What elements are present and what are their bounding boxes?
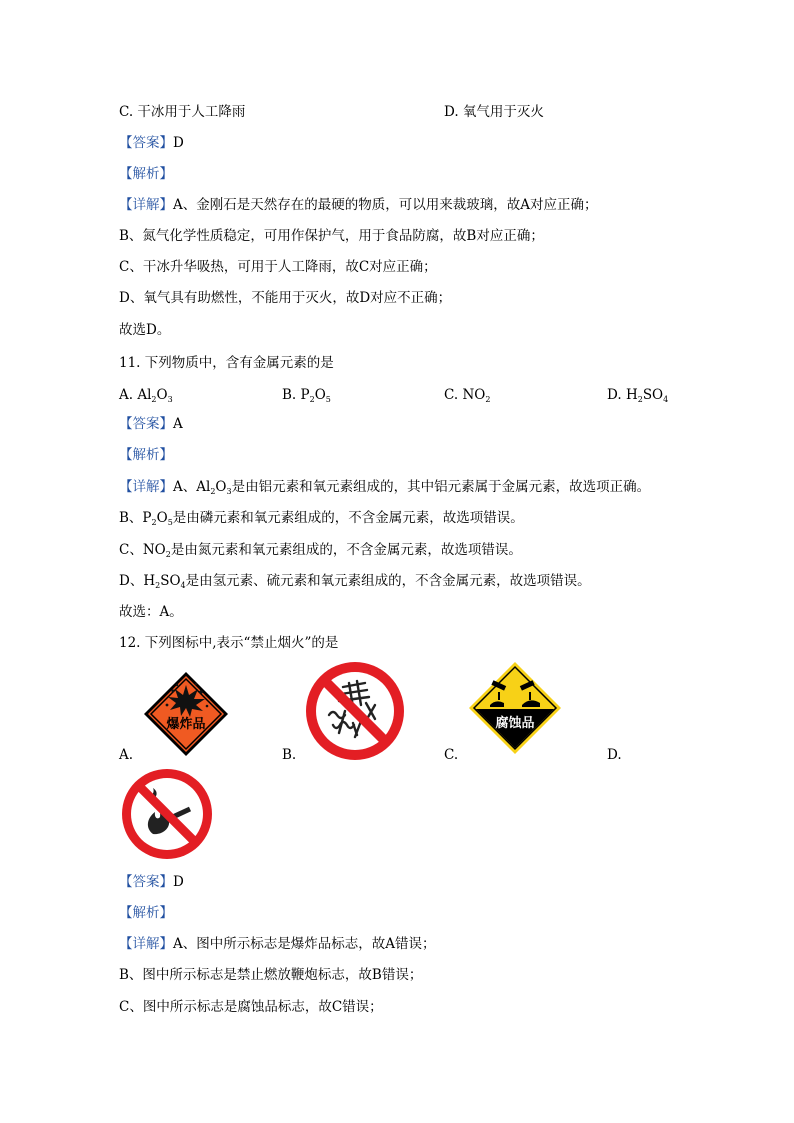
q10-detail-a: 【详解】A、金刚石是天然存在的最硬的物质，可以用来裁玻璃，故A对应正确； [119, 197, 598, 213]
q11-detail-d: D、$H_2SO_4$是由氢元素、硫元素和氧元素组成的，不含金属元素，故选项错误。 [119, 573, 591, 590]
q11-option-d: D. $H_2SO_4$ [607, 387, 669, 404]
no-fire-sign-icon[interactable] [121, 768, 213, 860]
q12-detail-c: C、图中所示标志是腐蚀品标志，故C错误； [119, 999, 383, 1015]
corrosive-sign-label: 腐蚀品 [495, 716, 535, 731]
q11-conclusion: 故选：A。 [119, 604, 183, 620]
q11-option-c: C. $NO_2$ [444, 387, 491, 404]
q11-option-b: B. $P_2O_5$ [282, 387, 331, 404]
answer-value: D [173, 135, 184, 151]
q11-stem: 11. 下列物质中，含有金属元素的是 [119, 355, 334, 371]
explosive-sign-icon[interactable] [143, 671, 229, 757]
q10-conclusion: 故选D。 [119, 322, 171, 338]
q12-option-c: C. [444, 747, 459, 763]
q11-analysis-tag: 【解析】 [119, 447, 173, 463]
q12-stem: 12. 下列图标中,表示“禁止烟火”的是 [119, 635, 339, 651]
q12-option-d: D. [607, 747, 622, 763]
q11-option-a: A. $Al_2O_3$ [119, 387, 173, 404]
q10-detail-c: C、干冰升华吸热，可用于人工降雨，故C对应正确； [119, 259, 437, 275]
q10-detail-d: D、氧气具有助燃性，不能用于灭火，故D对应不正确； [119, 290, 452, 306]
q11-answer: 【答案】A [119, 416, 183, 432]
q12-option-b: B. [282, 747, 297, 763]
q10-analysis-tag: 【解析】 [119, 166, 173, 182]
q11-detail-c: C、$NO_2$是由氮元素和氧元素组成的，不含金属元素，故选项错误。 [119, 542, 522, 559]
q10-option-c: C. 干冰用于人工降雨 [119, 104, 246, 120]
q10-option-d: D. 氧气用于灭火 [444, 104, 544, 120]
corrosive-sign-icon[interactable] [468, 661, 562, 755]
q11-detail-a: 【详解】A、$Al_2O_3$是由铝元素和氧元素组成的，其中铝元素属于金属元素，故选项正确。 [119, 479, 651, 496]
q12-detail-a: 【详解】A、图中所示标志是爆炸品标志，故A错误； [119, 936, 436, 952]
explosive-sign-label: 爆炸品 [166, 717, 206, 732]
q12-detail-b: B、图中所示标志是禁止燃放鞭炮标志，故B错误； [119, 967, 423, 983]
detail-tag: 【详解】 [119, 197, 173, 213]
q12-answer: 【答案】D [119, 874, 184, 890]
q12-analysis-tag: 【解析】 [119, 905, 173, 921]
q11-detail-b: B、$P_2O_5$是由磷元素和氧元素组成的，不含金属元素，故选项错误。 [119, 510, 524, 527]
q12-option-a: A. [119, 747, 134, 763]
answer-tag: 【答案】 [119, 135, 173, 151]
q10-detail-b: B、氮气化学性质稳定，可用作保护气，用于食品防腐，故B对应正确； [119, 228, 544, 244]
no-firecrackers-sign-icon[interactable] [305, 661, 405, 761]
q10-answer [119, 133, 184, 153]
